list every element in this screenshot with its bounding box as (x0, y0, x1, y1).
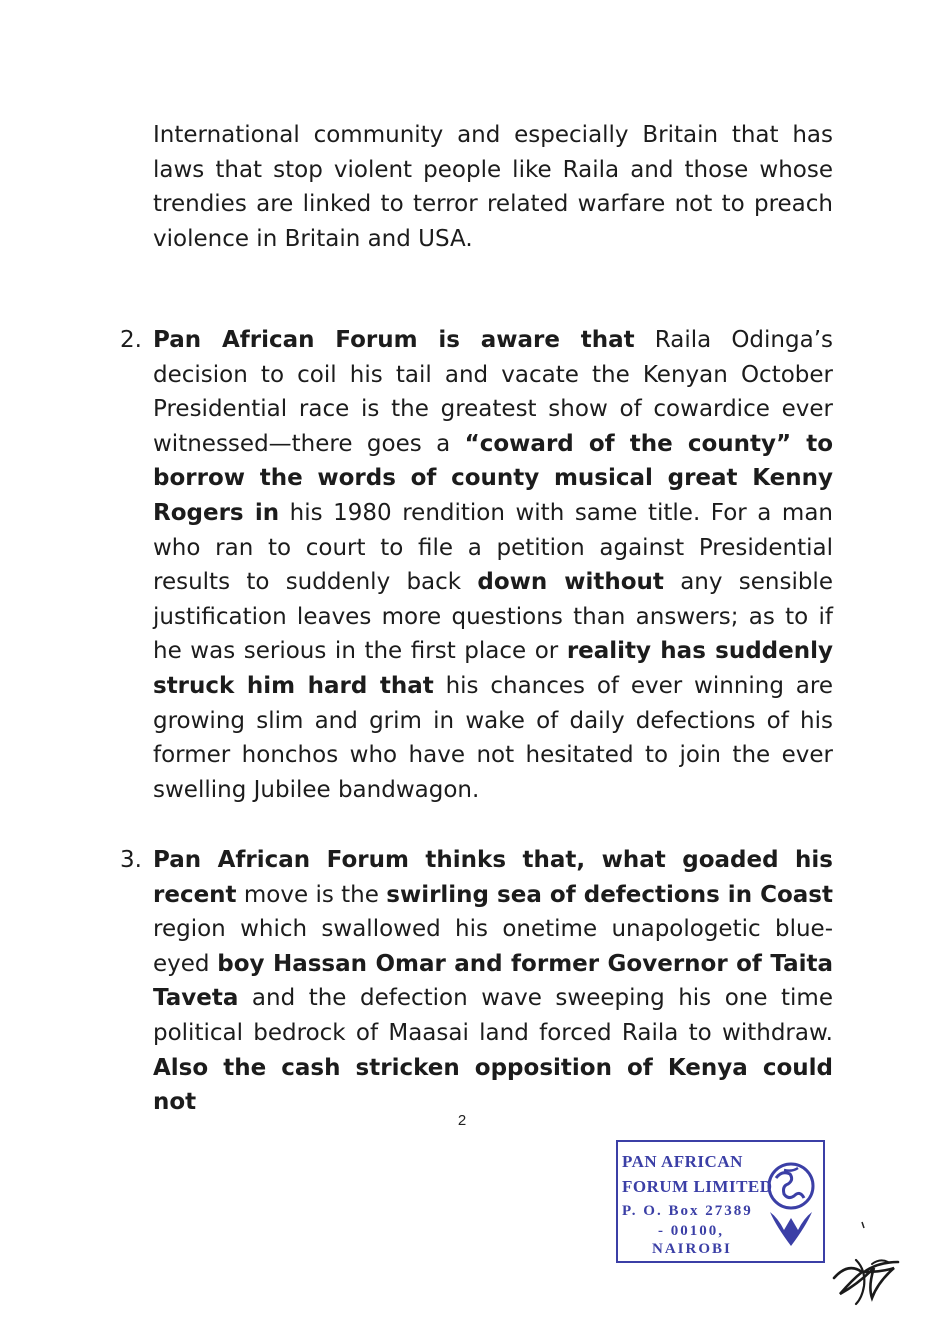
emphasis-text: down without (477, 569, 664, 596)
emphasis-text: boy Hassan Omar and former Governor of Taita Taveta (153, 950, 834, 1012)
body-text: and the defection wave sweeping his one time political bedrock of Maasai land forced Raila to withdraw. (153, 985, 833, 1046)
paragraph-3 (153, 843, 833, 1120)
company-stamp (616, 1140, 825, 1263)
body-text: his 1980 rendition with same title. For a man who ran to court to file a petition against Presidential results to suddenly back (153, 499, 833, 596)
body-text: Raila Odinga’s decision to coil his tail and vacate the Kenyan October Presidential race is the greatest show of cowardice ever witnessed—there goes a (153, 327, 833, 457)
paragraph-1 (153, 118, 833, 256)
globe-hands-logo-icon (762, 1160, 820, 1252)
emphasis-text: Also the cash stricken opposition of Kenya could not (153, 1054, 833, 1116)
emphasis-text: swirling sea of defections in Coast (386, 881, 833, 908)
body-text: any sensible justification leaves more questions than answers; as to if he was serious in the first place or (153, 569, 833, 665)
emphasis-text: “coward of the county” to borrow the words of county musical great Kenny Rogers in (153, 430, 834, 526)
body-text: region which swallowed his onetime unapologetic blue-eyed (153, 916, 833, 977)
stamp-line-5: NAIROBI (652, 1241, 732, 1257)
list-number-2: 2. (120, 327, 142, 353)
stamp-line-3: P. O. Box 27389 (622, 1203, 753, 1219)
body-text: his chances of ever winning are growing slim and grim in wake of daily defections of his former honchos who have not hesitated to join the ever swelling Jubilee bandwagon. (153, 672, 833, 803)
handwritten-signature-icon (826, 1220, 906, 1310)
stamp-line-1: PAN AFRICAN (622, 1152, 743, 1171)
stamp-line-4: - 00100, (658, 1223, 724, 1239)
paragraph-1-text: International community and especially Britain that has laws that stop violent people like Raila and those whose trendies are linked to terror related warfare not to preach violence in Britain and USA. (153, 122, 833, 252)
emphasis-text: Pan African Forum is aware that (153, 327, 635, 353)
emphasis-text: Pan African Forum thinks that, what goaded his recent (153, 847, 833, 908)
stamp-line-2: FORUM LIMITED (622, 1177, 773, 1196)
paragraph-2 (153, 323, 833, 807)
body-text: move is the (236, 881, 387, 908)
emphasis-text: reality has suddenly struck him hard that (153, 638, 833, 699)
page-number: 2 (457, 1112, 467, 1129)
list-number-3: 3. (120, 847, 142, 873)
